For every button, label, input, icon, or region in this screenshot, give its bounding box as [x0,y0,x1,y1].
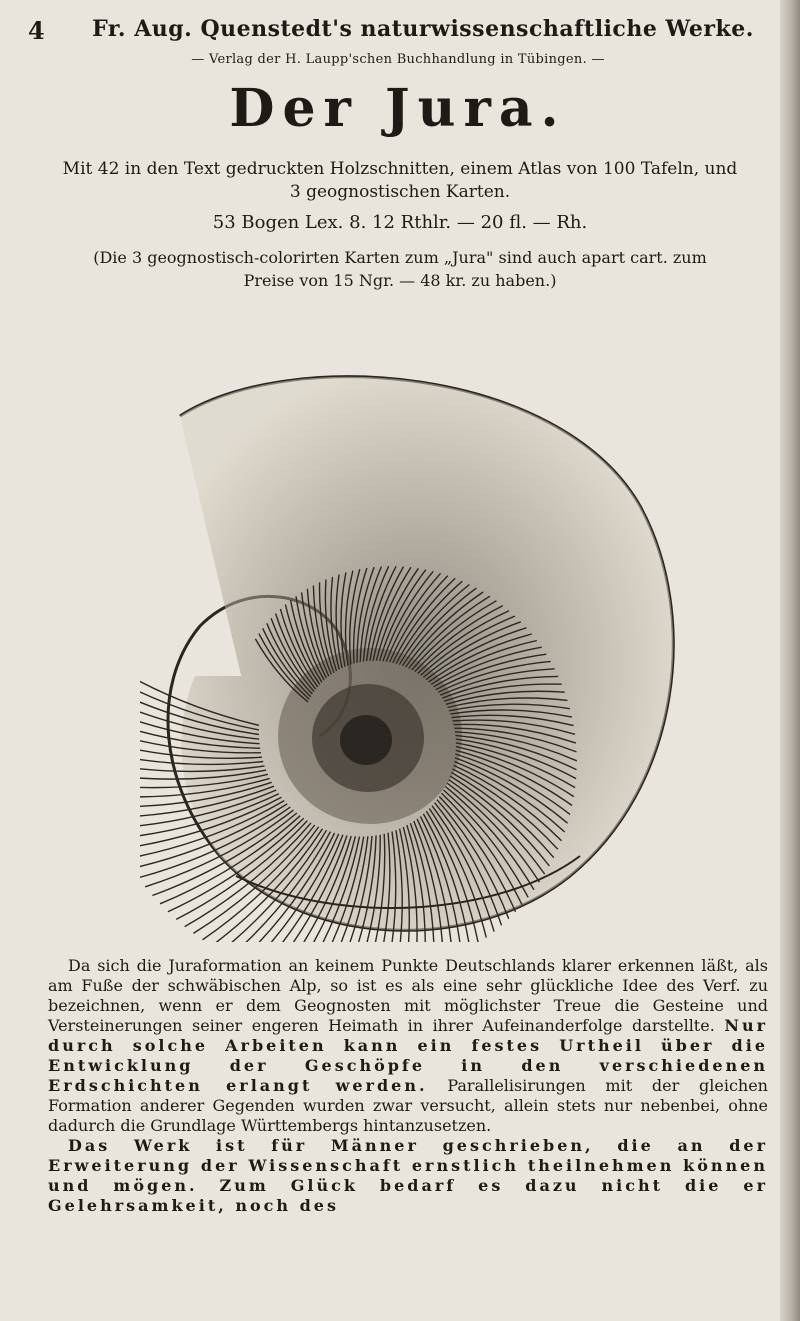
ammonite-illustration [140,356,700,942]
publisher-line: — Verlag der H. Laupp'schen Buchhandlung in Tübingen. — [191,52,605,67]
maps-note-line-2: Preise von 15 Ngr. — 48 kr. zu haben.) [243,271,557,290]
page-edge-shadow [780,0,800,1321]
paragraph-2-emphasis: Das Werk ist für Männer geschrieben, die an der Erweiterung der Wissenschaft ernstlich theilnehmen können und mögen. Zum Glück bedarf es dazu nicht die er Gelehrsamkeit, noch des [48,1136,768,1215]
page-number: 4 [28,16,45,45]
paragraph-1-start: Da sich die Juraformation an keinem Punkte Deutschlands klarer erkennen läßt, als am Fuße der schwäbischen Alp, so ist es als eine sehr glückliche Idee des Verf. zu bezeichnen, wenn er dem Geognosten mit möglichster Treue die Gesteine und Versteinerungen seiner engeren Heimath in ihrer Aufeinanderfolge darstellte. [48,956,768,1035]
description-line-2: 3 geognostischen Karten. [289,182,511,202]
page-header [28,14,768,54]
paragraph-1-emphasis: Nur durch solche Arbeiten kann ein festes Urtheil über die Entwicklung der Geschöpfe in den verschiedenen Erdschichten erlangt werden. [48,1016,768,1095]
paragraph-2 [48,1136,768,1216]
maps-note-line-1: (Die 3 geognostisch-colorirten Karten zum „Jura" sind auch apart cart. zum [93,248,707,267]
paragraph-1 [48,956,768,1136]
description-line-1: Mit 42 in den Text gedruckten Holzschnitten, einem Atlas von 100 Tafeln, und [62,159,738,179]
format-price-line: 53 Bogen Lex. 8. 12 Rthlr. — 20 fl. — Rh. [212,212,588,233]
book-title: Der Jura. [229,78,567,139]
body-text [48,956,768,1216]
description-block [30,158,770,204]
maps-note [30,246,770,292]
paragraph-1-end: Parallelisirungen mit der gleichen Formation anderer Gegenden wurden zwar versucht, allein stets nur nebenbei, ohne dadurch die Grundlage Württembergs hintanzusetzen. [48,1076,768,1135]
running-head: Fr. Aug. Quenstedt's naturwissenschaftliche Werke. [92,16,754,42]
